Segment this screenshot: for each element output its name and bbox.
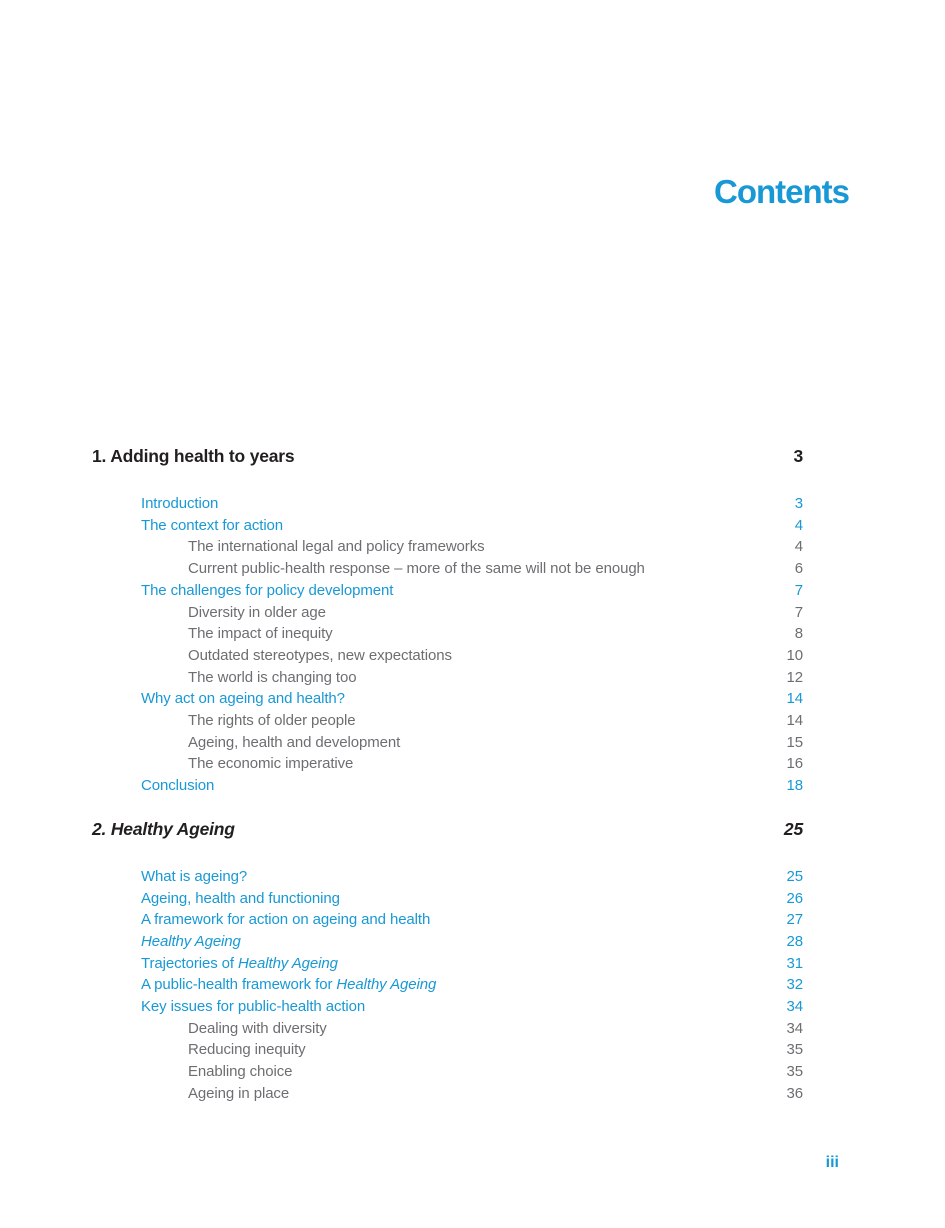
- toc-entry[interactable]: [92, 710, 803, 732]
- toc-entry-text: Current public-health response – more of the same will not be enough: [188, 560, 645, 578]
- toc-entry-label: [92, 1083, 289, 1105]
- toc-entry-text: Trajectories of: [141, 954, 239, 972]
- toc-entry-page: 6: [794, 560, 803, 578]
- toc-entry-label: [92, 515, 283, 537]
- toc-entry-label: [92, 602, 326, 624]
- toc-entry-label: [92, 996, 365, 1018]
- toc-entry-page: 18: [786, 777, 803, 795]
- toc-entry-text: The challenges for policy development: [141, 581, 394, 599]
- toc-entry[interactable]: [92, 558, 803, 580]
- toc: [92, 445, 803, 1105]
- toc-entry-text: Healthy Ageing: [336, 976, 437, 994]
- toc-entry-page: 7: [794, 603, 803, 621]
- toc-section: [92, 445, 803, 797]
- toc-entry-text: Introduction: [141, 495, 219, 512]
- toc-entry-label: [92, 775, 214, 797]
- toc-entry[interactable]: [92, 1083, 803, 1105]
- toc-entry-text: The economic imperative: [188, 755, 354, 773]
- toc-entry[interactable]: [92, 888, 803, 910]
- toc-entry-page: 32: [786, 976, 803, 994]
- toc-entry-text: Ageing, health and development: [188, 733, 401, 751]
- toc-entry[interactable]: [92, 602, 803, 624]
- toc-entry-text: What is ageing?: [141, 867, 248, 885]
- toc-entry-text: The international legal and policy frameworks: [188, 538, 485, 556]
- toc-entry-label: [92, 888, 340, 910]
- toc-entry-text: Ageing, health and functioning: [141, 889, 340, 907]
- toc-entries: [92, 493, 803, 797]
- toc-entry-page: 10: [786, 646, 803, 664]
- toc-entry-label: [92, 753, 353, 775]
- toc-entry-text: Enabling choice: [188, 1063, 293, 1081]
- toc-entry-text: Healthy Ageing: [141, 932, 241, 950]
- section-heading[interactable]: [92, 818, 803, 840]
- toc-entry-page: 4: [794, 516, 803, 534]
- toc-entry-text: Dealing with diversity: [188, 1019, 327, 1037]
- toc-entry[interactable]: [92, 493, 803, 515]
- toc-entry[interactable]: [92, 931, 803, 953]
- toc-entry-label: [92, 909, 430, 931]
- toc-entry-page: 3: [794, 495, 803, 512]
- toc-entry-label: [92, 493, 218, 515]
- toc-entry-text: The rights of older people: [188, 712, 356, 730]
- toc-entry-label: [92, 931, 241, 953]
- toc-entry-label: [92, 623, 333, 645]
- toc-entry[interactable]: [92, 1039, 803, 1061]
- toc-entry-page: 12: [786, 668, 803, 686]
- toc-entry[interactable]: [92, 996, 803, 1018]
- toc-entry-page: 34: [786, 998, 803, 1016]
- toc-entry-text: Conclusion: [141, 777, 215, 795]
- toc-entry-label: [92, 866, 247, 888]
- toc-entry-label: [92, 645, 452, 667]
- toc-entry[interactable]: [92, 953, 803, 975]
- toc-entry-page: 28: [786, 932, 803, 950]
- section-heading-label: 2. Healthy Ageing: [92, 818, 235, 839]
- toc-section: [92, 818, 803, 1105]
- toc-entry-label: [92, 732, 400, 754]
- toc-entry-text: A framework for action on ageing and health: [141, 911, 431, 929]
- toc-entry-page: 26: [786, 889, 803, 907]
- toc-entry-label: [92, 558, 645, 580]
- toc-entry-label: [92, 974, 436, 996]
- toc-entry-page: 31: [786, 954, 803, 972]
- toc-entry[interactable]: [92, 753, 803, 775]
- toc-entry-label: [92, 1018, 327, 1040]
- toc-entry-page: 7: [794, 581, 803, 599]
- toc-entry-text: Key issues for public-health action: [141, 998, 366, 1016]
- toc-entry[interactable]: [92, 866, 803, 888]
- toc-entry-page: 27: [786, 911, 803, 929]
- toc-entry[interactable]: [92, 1061, 803, 1083]
- section-page-number: 25: [783, 818, 803, 839]
- section-page-number: 3: [793, 446, 803, 466]
- toc-entry-page: 15: [786, 733, 803, 751]
- toc-entry-page: 8: [794, 625, 803, 643]
- toc-entry-text: Diversity in older age: [188, 603, 326, 621]
- toc-entry[interactable]: [92, 645, 803, 667]
- toc-entry-label: [92, 688, 345, 710]
- toc-entry[interactable]: [92, 536, 803, 558]
- toc-entry[interactable]: [92, 515, 803, 537]
- toc-entry-page: 35: [786, 1041, 803, 1059]
- toc-entry[interactable]: [92, 732, 803, 754]
- toc-entry-page: 35: [786, 1063, 803, 1081]
- toc-entry[interactable]: [92, 580, 803, 602]
- toc-entry-text: Outdated stereotypes, new expectations: [188, 646, 452, 664]
- toc-entry-text: Reducing inequity: [188, 1041, 306, 1059]
- toc-entry-page: 34: [786, 1019, 803, 1037]
- toc-entry-page: 36: [786, 1084, 803, 1102]
- contents-title: Contents: [714, 173, 849, 210]
- toc-entry-text: A public-health framework for: [141, 976, 337, 994]
- toc-entry[interactable]: [92, 667, 803, 689]
- toc-entry-label: [92, 1061, 292, 1083]
- toc-entry[interactable]: [92, 623, 803, 645]
- toc-entry-text: The world is changing too: [188, 668, 357, 686]
- toc-entry-label: [92, 536, 485, 558]
- toc-entry[interactable]: [92, 909, 803, 931]
- section-heading[interactable]: [92, 445, 803, 467]
- toc-entry-text: The context for action: [141, 516, 284, 534]
- toc-entry-label: [92, 1039, 306, 1061]
- toc-entry-text: Why act on ageing and health?: [141, 690, 345, 708]
- toc-entry-label: [92, 953, 338, 975]
- toc-entry-page: 14: [786, 690, 803, 708]
- toc-entry-page: 14: [786, 712, 803, 730]
- toc-entry-text: The impact of inequity: [188, 625, 333, 643]
- page-folio: iii: [825, 1154, 839, 1171]
- toc-entry-page: 4: [794, 538, 803, 556]
- toc-entry-label: [92, 667, 356, 689]
- toc-entry-text: Ageing in place: [188, 1084, 290, 1102]
- toc-entry-label: [92, 580, 393, 602]
- toc-entry-page: 16: [786, 755, 803, 773]
- toc-entries: [92, 866, 803, 1105]
- toc-entry-label: [92, 710, 356, 732]
- toc-entry[interactable]: [92, 688, 803, 710]
- toc-entry[interactable]: [92, 1018, 803, 1040]
- toc-entry[interactable]: [92, 974, 803, 996]
- toc-entry-page: 25: [786, 867, 803, 885]
- section-heading-label: 1. Adding health to years: [92, 446, 295, 466]
- toc-entry[interactable]: [92, 775, 803, 797]
- toc-entry-text: Healthy Ageing: [238, 954, 338, 972]
